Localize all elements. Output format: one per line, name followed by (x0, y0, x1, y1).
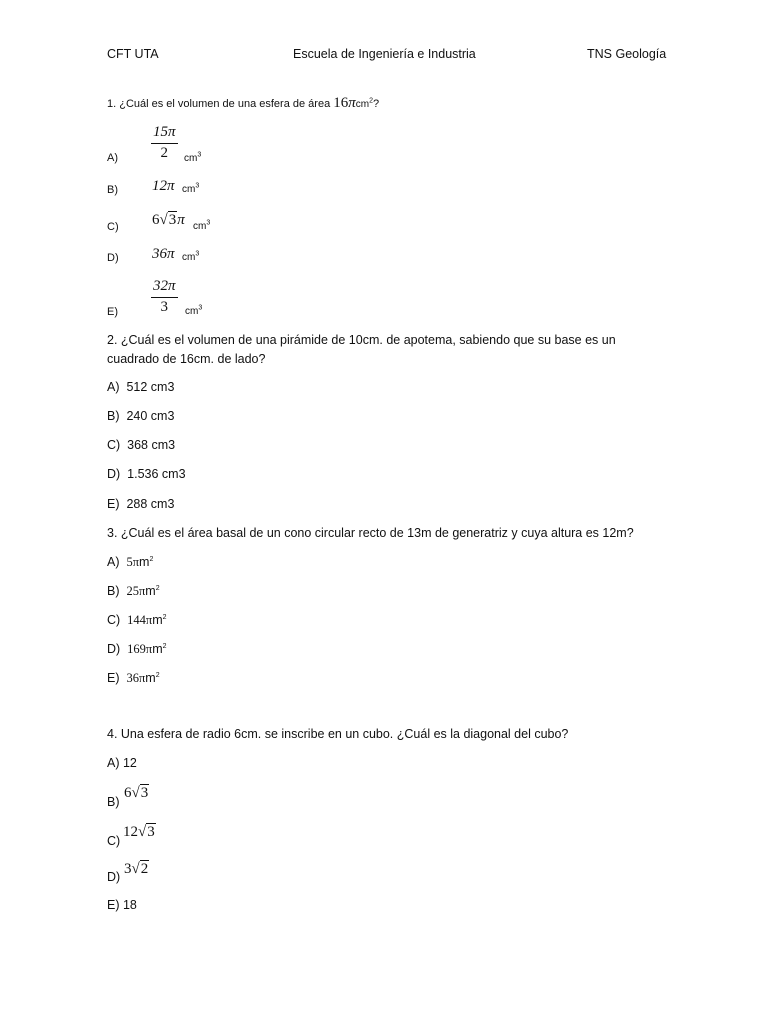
q1-option-a-label: A) (107, 152, 118, 164)
q3-option-b: B) $25\pi m^2$ (107, 584, 160, 598)
q4-option-d-label: D) (107, 870, 121, 884)
q4-question: 4. Una esfera de radio 6cm. se inscribe en un cubo. ¿Cuál es la diagonal del cubo? (107, 727, 569, 741)
q1-option-c-unit: $cm^3$ (193, 219, 211, 232)
header-right: TNS Geología (587, 47, 667, 61)
q3-option-a: A) $5\pi m^2$ (107, 555, 154, 569)
q2-option-c: C) 368 cm3 (107, 438, 176, 452)
q3-option-e: E) $36\pi m^2$ (107, 671, 160, 685)
q2-option-d: D) 1.536 cm3 (107, 467, 186, 481)
q2-option-e: E) 288 cm3 (107, 497, 175, 511)
q1-option-b-unit: $cm^3$ (182, 182, 200, 195)
q2-question-line1: 2. ¿Cuál es el volumen de una pirámide de 10cm. de apotema, sabiendo que su base es un (107, 333, 616, 347)
q4-option-d-expr: 3√2 (124, 861, 149, 877)
q1-unit: $cm^2$ (355, 97, 374, 110)
q1-option-b-label: B) (107, 184, 118, 196)
q1-option-d-unit: $cm^3$ (182, 250, 200, 263)
q1-option-d-label: D) (107, 252, 119, 264)
q1-option-a-unit: $cm^3$ (184, 151, 202, 164)
q1-option-c-label: C) (107, 221, 119, 233)
q1-prefix: 1. (107, 98, 120, 110)
q1-option-a-fraction: 15π 2 (153, 124, 176, 161)
q2-option-a: A) 512 cm3 (107, 380, 175, 394)
q2-option-b: B) 240 cm3 (107, 409, 175, 423)
q4-option-b-label: B) (107, 795, 120, 809)
q1-option-e-unit: $cm^3$ (185, 304, 203, 317)
q4-option-a: A) 12 (107, 756, 137, 770)
q1-option-e-fraction: 32π 3 (153, 278, 176, 315)
q3-option-d: D) $169\pi m^2$ (107, 642, 167, 656)
q1-area: 16π (333, 95, 356, 111)
q4-option-c-expr: 12√3 (123, 824, 155, 840)
q1-suffix: ? (373, 98, 380, 110)
header-left: CFT UTA (107, 47, 159, 61)
q1-option-e-label: E) (107, 306, 118, 318)
q1-option-c-expr: 6√3π (152, 212, 185, 228)
q4-option-c-label: C) (107, 834, 121, 848)
q1-option-d-expr: 36π (152, 246, 175, 262)
q4-option-b-expr: 6√3 (124, 785, 149, 801)
q2-question-line2: cuadrado de 16cm. de lado? (107, 352, 266, 366)
q3-option-c: C) $144\pi m^2$ (107, 613, 167, 627)
q1-option-b-expr: 12π (152, 178, 175, 194)
q1-text: ¿Cuál es el volumen de una esfera de área (119, 98, 331, 110)
q3-question: 3. ¿Cuál es el área basal de un cono circular recto de 13m de generatriz y cuya altura es 12m? (107, 526, 634, 540)
header-center: Escuela de Ingeniería e Industria (293, 47, 476, 61)
q4-option-e: E) 18 (107, 898, 137, 912)
q1-question (107, 95, 379, 112)
